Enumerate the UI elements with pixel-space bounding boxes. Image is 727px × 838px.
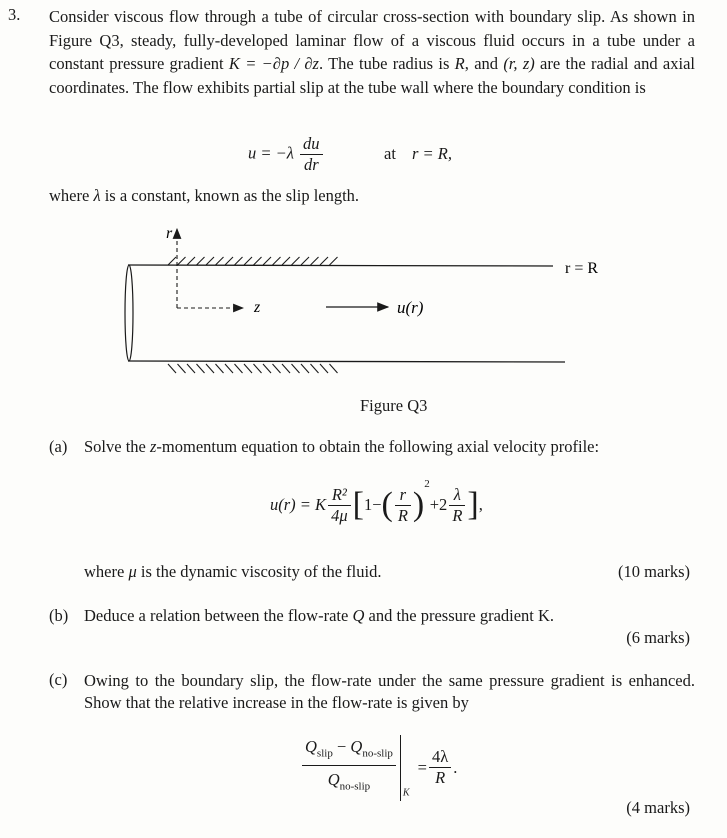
num: R² — [331, 484, 347, 504]
bc-num: du — [303, 134, 320, 153]
part-a-marks: (10 marks) — [618, 562, 690, 581]
hatch-line — [187, 364, 195, 373]
hatch-line — [216, 257, 224, 265]
den: R — [452, 505, 463, 525]
hatch-line — [273, 364, 281, 373]
hatch-line — [301, 364, 309, 373]
num: r — [399, 484, 407, 504]
tube-cross-section — [125, 265, 133, 361]
velocity-profile-equation — [270, 478, 483, 526]
hatch-line — [292, 257, 300, 265]
eq-fraction-r-R — [395, 485, 411, 526]
velocity-label: u(r) — [397, 298, 424, 317]
left-paren: ( — [381, 486, 393, 524]
hatch-line — [311, 257, 319, 265]
hatch-line — [282, 257, 290, 265]
text: and the pressure gradient K. — [364, 606, 555, 625]
coords-symbol: (r, z) — [503, 54, 535, 73]
hatch-line — [206, 257, 214, 265]
intro-text: . The tube radius is — [318, 54, 455, 73]
hatch-line — [168, 257, 176, 265]
eq-plus-two: +2 — [429, 495, 448, 515]
part-a-viscosity-note — [84, 562, 381, 582]
den: 4μ — [331, 505, 348, 525]
intro-text: are the radial and axial coordinates. The flow exhibits partial slip at the tube wall where the boundary condition is — [49, 54, 695, 97]
sub: no-slip — [362, 747, 393, 760]
hatch-line — [225, 364, 233, 373]
hatch-line — [178, 364, 186, 373]
hatch-line — [273, 257, 281, 265]
hatch-line — [292, 364, 300, 373]
right-paren: ) — [412, 486, 425, 524]
text: Deduce a relation between the flow-rate — [84, 606, 353, 625]
tube-bottom-wall — [128, 361, 565, 362]
hatch-line — [178, 257, 186, 265]
hatch-line — [330, 257, 338, 265]
z-axis-label: z — [254, 299, 261, 316]
lambda-symbol: λ — [93, 186, 101, 205]
q: Q — [350, 737, 363, 756]
question-number: 3. — [8, 5, 21, 24]
minus: − — [332, 737, 351, 756]
eq-fraction-lambda-R — [449, 485, 465, 526]
intro-text: , and — [464, 54, 504, 73]
hatch-line — [320, 257, 328, 265]
part-a-text — [84, 437, 599, 457]
num: 4λ — [431, 747, 449, 767]
hatch-line — [301, 257, 309, 265]
text: is a constant, known as the slip length. — [100, 186, 360, 205]
bc-condition: r = R, — [412, 144, 453, 163]
period: . — [453, 757, 458, 777]
intro-text: Consider viscous flow through a tube of circular cross-section with boundary slip. As shown in Figure Q3, steady, fully-developed laminar flow of a viscous fluid occurs in a tube under a constant pressure gradient — [49, 7, 695, 73]
part-b-label: (b) — [49, 606, 69, 625]
hatch-line — [282, 364, 290, 373]
part-b-marks: (6 marks) — [626, 628, 690, 647]
sub: no-slip — [339, 780, 371, 793]
hatch-line — [254, 364, 262, 373]
text: Solve the — [84, 437, 150, 456]
text: -momentum equation to obtain the following axial velocity profile: — [156, 437, 600, 456]
hatch-line — [235, 257, 243, 265]
rhs-fraction — [429, 747, 451, 788]
hatch-line — [320, 364, 328, 373]
hatch-line — [254, 257, 262, 265]
sub: slip — [316, 747, 333, 760]
flow-rate-increase-equation — [300, 735, 457, 801]
bc-den: dr — [303, 155, 319, 174]
hatch-line — [168, 364, 176, 373]
relative-increase-fraction — [302, 735, 401, 801]
hatch-line — [263, 364, 271, 373]
text: where — [49, 186, 94, 205]
part-a-label: (a) — [49, 437, 68, 456]
hatch-line — [311, 364, 319, 373]
hatch-line — [263, 257, 271, 265]
hatch-line — [330, 364, 338, 373]
Q-symbol: Q — [352, 606, 365, 625]
q: Q — [305, 737, 317, 756]
hatch-line — [187, 257, 195, 265]
hatch-line — [244, 257, 252, 265]
equals: = — [417, 757, 427, 777]
r-axis-label: r — [166, 225, 173, 242]
part-c-marks: (4 marks) — [626, 798, 690, 817]
eq-fraction-r2-4mu — [328, 485, 351, 526]
eq-one-minus: 1− — [363, 495, 382, 515]
bc-lhs: u = −λ — [248, 143, 294, 163]
hatch-line — [244, 364, 252, 373]
exponent: 2 — [424, 478, 430, 490]
part-b-text — [84, 606, 554, 626]
pressure-gradient-expr: K = −∂p / ∂z — [228, 54, 319, 73]
text: is the dynamic viscosity of the fluid. — [136, 562, 382, 581]
left-bracket: [ — [352, 486, 364, 524]
tube-top-wall — [128, 265, 553, 266]
figure-caption: Figure Q3 — [360, 396, 428, 415]
eq-lhs: u(r) = K — [270, 495, 327, 515]
bottom-wall-hatching — [168, 364, 338, 373]
eval-at-K: K — [402, 787, 410, 799]
hatch-line — [197, 364, 205, 373]
part-c-text: Owing to the boundary slip, the flow-rate under the same pressure gradient is enhanced. Show that the relative increase in the flow-rate is given by — [84, 671, 695, 712]
radius-symbol: R — [454, 54, 465, 73]
hatch-line — [206, 364, 214, 373]
q: Q — [327, 770, 340, 790]
bc-at: at — [384, 144, 396, 163]
den: R — [397, 505, 408, 525]
wall-label: r = R — [565, 260, 599, 277]
hatch-line — [225, 257, 233, 265]
hatch-line — [235, 364, 243, 373]
hatch-line — [197, 257, 205, 265]
z-symbol: z — [150, 437, 157, 456]
text: where — [84, 562, 129, 581]
mu-symbol: μ — [128, 562, 137, 581]
hatch-line — [216, 364, 224, 373]
part-c-label: (c) — [49, 670, 68, 689]
top-wall-hatching — [168, 257, 338, 265]
right-bracket: ] — [467, 486, 479, 524]
num: λ — [453, 484, 461, 504]
comma: , — [478, 495, 483, 515]
den: R — [435, 768, 446, 788]
